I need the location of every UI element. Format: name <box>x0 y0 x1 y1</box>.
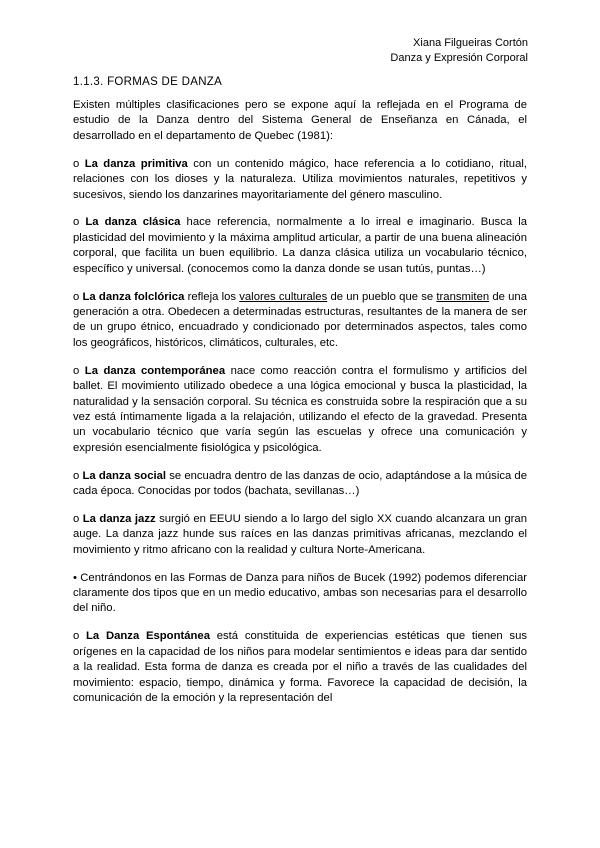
text-jazz: surgió en EEUU siendo a lo largo del siglo XX cuando alcanzara un gran auge. La danza jazz hunde sus raíces en las danzas primitivas africanas, mezclando el movimiento y ritmo africano con la realidad y cultura Norte-Americana. <box>73 512 527 556</box>
text-primitiva: con un contenido mágico, hace referencia a lo cotidiano, ritual, relaciones con los dioses y la naturaleza. Utiliza movimientos naturales, repetitivos y sucesivos, siendo los danzarines mayoritariamente del género masculino. <box>73 157 528 201</box>
underlined-transmiten: transmiten <box>436 290 490 303</box>
text-social: se encuadra dentro de las danzas de ocio, adaptándose a la música de cada época. Conocidas por todos (bachata, sevillanas…) <box>73 469 527 498</box>
bullet: o <box>73 290 80 303</box>
page-header <box>390 36 528 66</box>
term-folclorica: La danza folclórica <box>82 290 185 303</box>
text-folclorica-b: de un pueblo que se <box>327 290 437 303</box>
term-contemporanea: La danza contemporánea <box>84 364 226 377</box>
term-jazz: La danza jazz <box>82 512 156 525</box>
item-social <box>73 469 527 500</box>
text-contemporanea: nace como reacción contra el formulismo y artificios del ballet. El movimiento utilizado obedece a una lógica emocional y busca la plasticidad, la naturalidad y la sensación corporal. Su técnica es construida sobre la respiración que a su vez está íntimamente ligada a la relajación, utilizando el efecto de la gravedad. Presenta un vocabulario técnico que varía según las escuelas y ofrece una comunicación y expresión esencialmente fisiológica y psicológica. <box>73 364 527 454</box>
bullet: o <box>73 216 80 229</box>
bullet: o <box>73 469 80 482</box>
bullet: o <box>73 630 80 643</box>
item-primitiva <box>73 157 527 203</box>
item-contemporanea <box>73 364 527 456</box>
item-folclorica <box>73 290 527 352</box>
term-espontanea: La Danza Espontánea <box>86 630 210 643</box>
bucek-paragraph: • Centrándonos en las Formas de Danza para niños de Bucek (1992) podemos diferenciar claramente dos tipos que en un medio educativo, ambas son necesarias para el desarrollo del niño. <box>73 571 527 615</box>
text-folclorica-c: de una generación a otra. Obedecen a determinadas estructuras, resultantes de la manera de ser de un grupo étnico, encuadrado y condicionado por determinados aspectos, tales como los geográficos, históricos, climáticos, culturales, etc. <box>73 290 527 349</box>
bullet: o <box>73 157 80 170</box>
intro-paragraph: Existen múltiples clasificaciones pero se expone aquí la reflejada en el Programa de estudio de la Danza dentro del Sistema General de Enseñanza en Cánada, el desarrollado en el departamento de Quebec (1981): <box>73 99 527 142</box>
author-name: Xiana Filgueiras Cortón <box>413 37 528 49</box>
item-espontanea <box>73 629 527 706</box>
underlined-valores: valores culturales <box>239 290 328 303</box>
bullet: o <box>73 364 80 377</box>
term-clasica: La danza clásica <box>85 216 181 229</box>
text-folclorica-a: refleja los <box>184 290 240 303</box>
term-primitiva: La danza primitiva <box>84 157 188 170</box>
bullet: o <box>73 512 80 525</box>
text-espontanea: está constituida de experiencias estéticas que tienen sus orígenes en la capacidad de los niños para modelar sentimientos e ideas para dar sentido a la realidad. Esta forma de danza es creada por el niño a través de las cualidades del movimiento: espacio, tiempo, dinámica y forma. Favorece la capacidad de decisión, la comunicación de la emoción y la representación del <box>73 630 528 704</box>
subject-name: Danza y Expresión Corporal <box>390 52 528 64</box>
item-clasica <box>73 215 527 277</box>
text-clasica: hace referencia, normalmente a lo irreal e imaginario. Busca la plasticidad del movimiento y la máxima amplitud articular, a partir de una buena alineación corporal, que facilita un buen equilibrio. La danza clásica utiliza un vocabulario técnico, específico y universal. (conocemos como la danza donde se usan tutús, puntas…) <box>73 216 527 275</box>
term-social: La danza social <box>82 469 167 482</box>
section-title: 1.1.3. FORMAS DE DANZA <box>73 76 223 88</box>
document-body <box>73 98 527 719</box>
item-jazz <box>73 512 527 558</box>
